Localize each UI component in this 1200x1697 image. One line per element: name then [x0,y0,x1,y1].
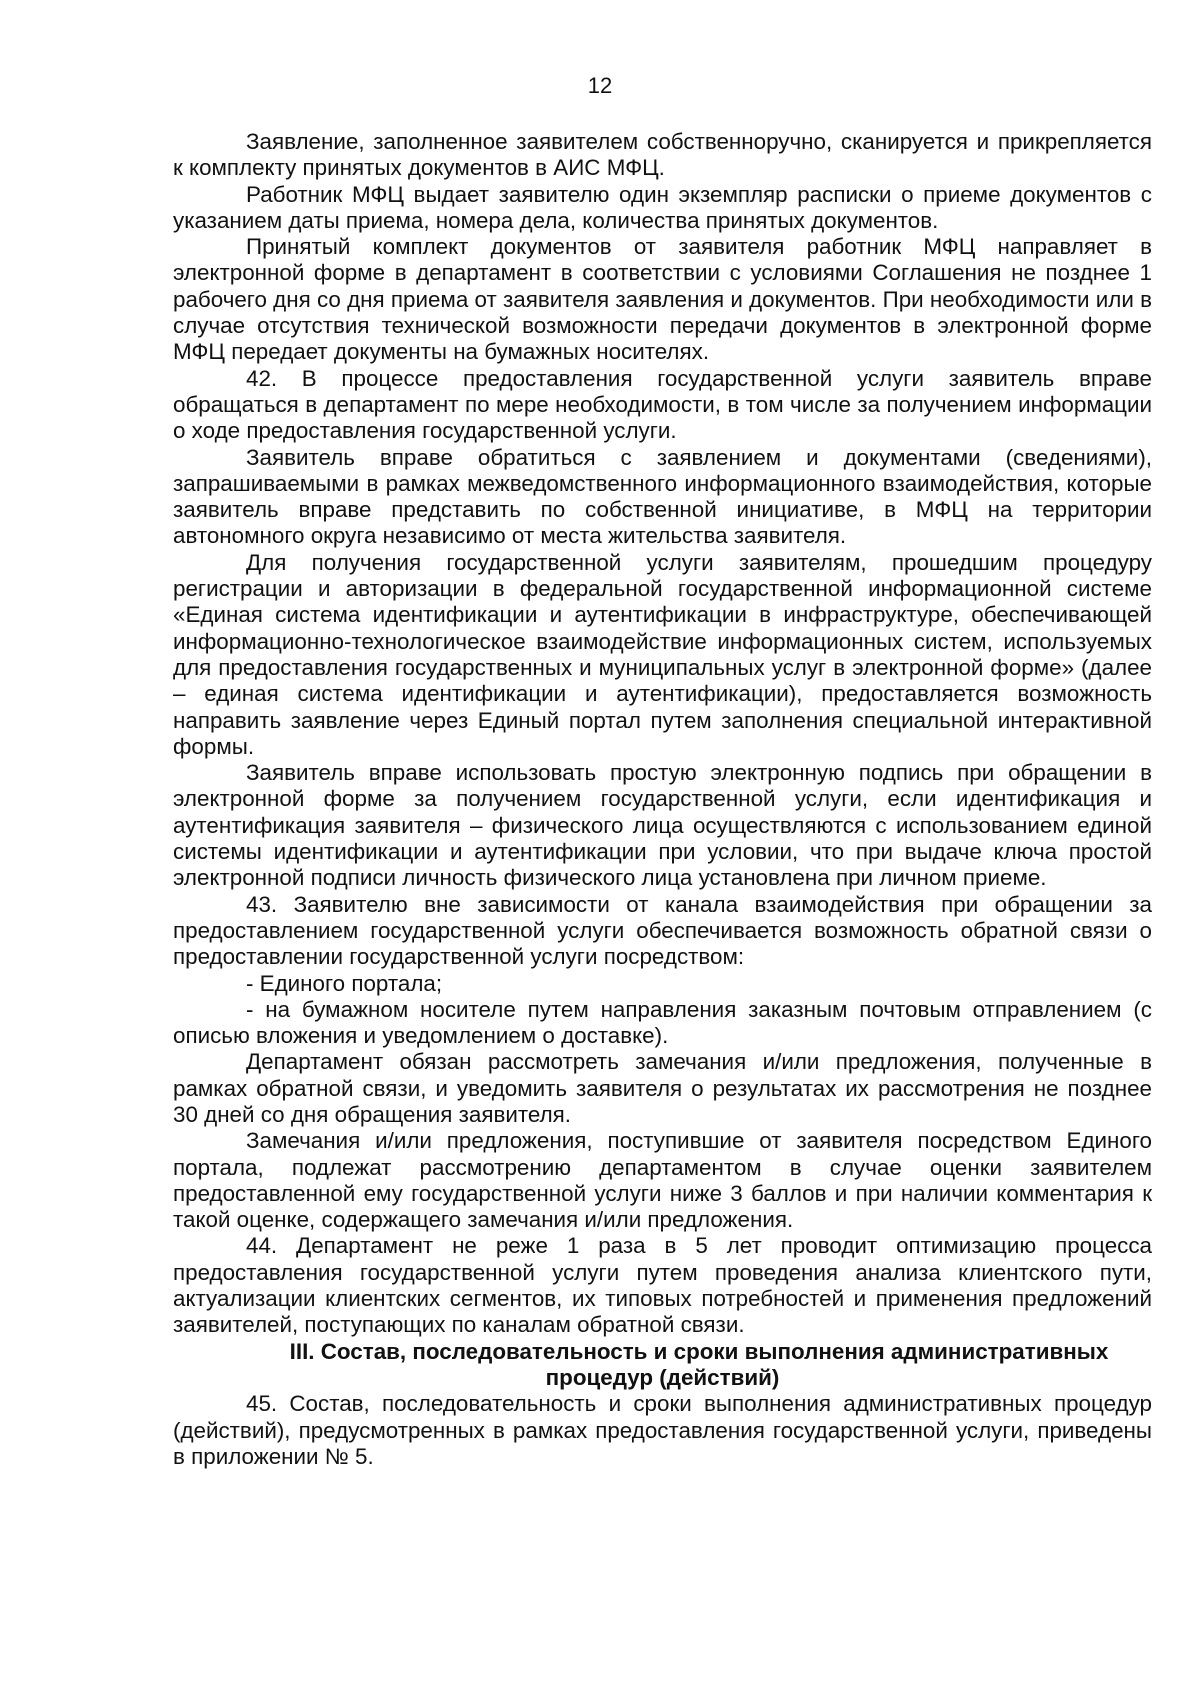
paragraph: Заявитель вправе использовать простую электронную подпись при обращении в электронной форме за получением государственной услуги, если идентификация и аутентификация заявителя – физического лица осуществляются с использованием единой системы идентификации и аутентификации при условии, что при выдаче ключа простой электронной подписи личность физического лица установлена при личном приеме. [173,760,1152,891]
paragraph: Принятый комплект документов от заявителя работник МФЦ направляет в электронной форме в департамент в соответствии с условиями Соглашения не позднее 1 рабочего дня со дня приема от заявителя заявления и документов. При необходимости или в случае отсутствия технической возможности передачи документов в электронной форме МФЦ передает документы на бумажных носителях. [173,234,1152,365]
list-item: - Единого портала; [246,970,443,996]
paragraph: Для получения государственной услуги заявителям, прошедшим процедуру регистрации и авторизации в федеральной государственной информационной системе «Единая система идентификации и аутентификации в инфраструктуре, обеспечивающей информационно-технологическое взаимодействие информационных систем, используемых для предоставления государственных и муниципальных услуг в электронной форме» (далее – единая система идентификации и аутентификации), предоставляется возможность направить заявление через Единый портал путем заполнения специальной интерактивной формы. [173,549,1152,759]
paragraph: 42. В процессе предоставления государственной услуги заявитель вправе обращаться в департамент по мере необходимости, в том числе за получением информации о ходе предоставления государственной услуги. [173,365,1152,444]
paragraph: Замечания и/или предложения, поступившие от заявителя посредством Единого портала, подлежат рассмотрению департаментом в случае оценки заявителем предоставленной ему государственной услуги ниже 3 баллов и при наличии комментария к такой оценке, содержащего замечания и/или предложения. [173,1128,1152,1233]
paragraph: 43. Заявителю вне зависимости от канала взаимодействия при обращении за предоставлением государственной услуги обеспечивается возможность обратной связи о предоставлении государственной услуги посредством: [173,891,1152,970]
paragraph: Департамент обязан рассмотреть замечания и/или предложения, полученные в рамках обратной связи, и уведомить заявителя о результатах их рассмотрения не позднее 30 дней со дня обращения заявителя. [173,1049,1152,1127]
page-number: 12 [587,73,613,98]
document-body [173,129,1152,1470]
section-heading: III. Состав, последовательность и сроки выполнения административных процедур (действий) [289,1338,1109,1390]
paragraph: 44. Департамент не реже 1 раза в 5 лет проводит оптимизацию процесса предоставления государственной услуги путем проведения анализа клиентского пути, актуализации клиентских сегментов, их типовых потребностей и применения предложений заявителей, поступающих по каналам обратной связи. [173,1233,1152,1338]
paragraph: Заявитель вправе обратиться с заявлением и документами (сведениями), запрашиваемыми в рамках межведомственного информационного взаимодействия, которые заявитель вправе представить по собственной инициативе, в МФЦ на территории автономного округа независимо от места жительства заявителя. [173,444,1152,549]
paragraph: Работник МФЦ выдает заявителю один экземпляр расписки о приеме документов с указанием даты приема, номера дела, количества принятых документов. [173,181,1152,233]
paragraph: 45. Состав, последовательность и сроки выполнения административных процедур (действий), предусмотренных в рамках предоставления государственной услуги, приведены в приложении № 5. [173,1391,1152,1469]
list-item: - на бумажном носителе путем направления заказным почтовым отправлением (с описью вложения и уведомлением о доставке). [173,996,1152,1049]
paragraph: Заявление, заполненное заявителем собственноручно, сканируется и прикрепляется к комплекту принятых документов в АИС МФЦ. [173,129,1152,181]
